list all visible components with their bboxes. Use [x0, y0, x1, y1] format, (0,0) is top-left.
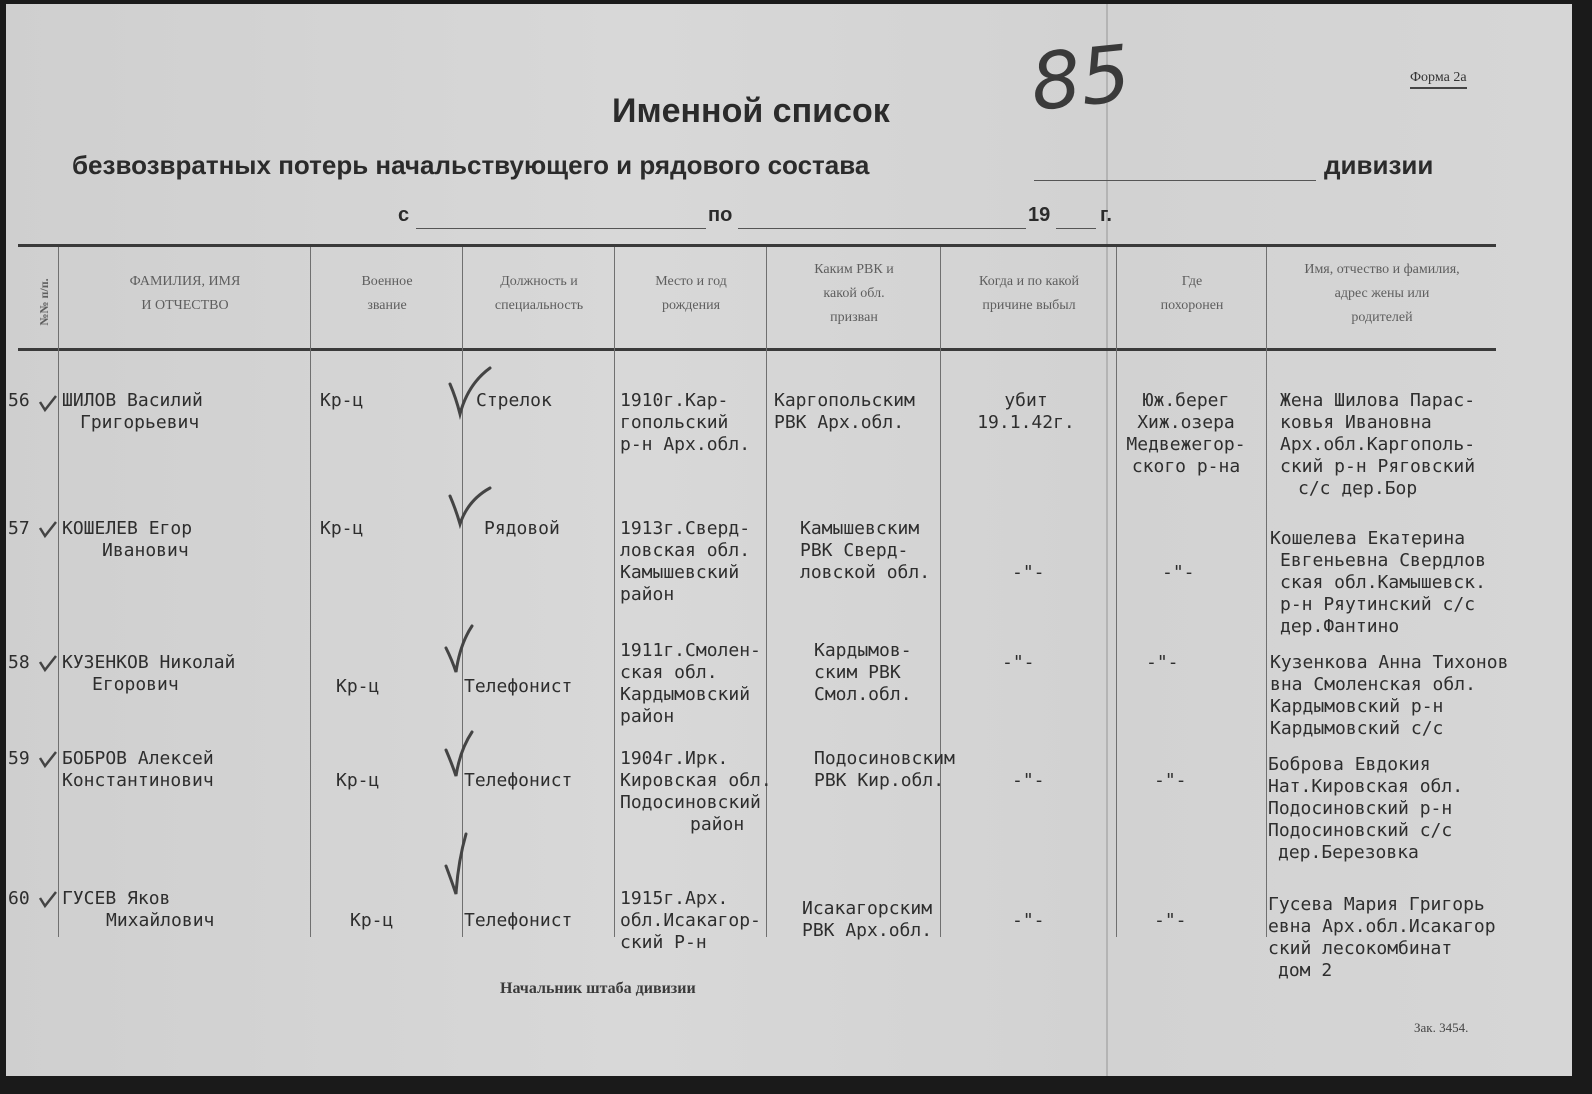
handwritten-number: 85	[1026, 29, 1135, 129]
check-mark-icon	[38, 750, 58, 770]
date-from-blank	[416, 228, 706, 229]
header-when: Когда и по какой причине выбыл	[979, 274, 1079, 313]
row-birth: 1915г.Арх. обл.Исакагор- ский Р-н	[620, 888, 761, 953]
col-divider-2	[310, 247, 311, 937]
row-relatives: Кузенкова Анна Тихонов вна Смоленская обл. Кардымовский р-н Кардымовский с/с	[1270, 652, 1509, 739]
row-relatives: Кошелева Екатерина Евгеньевна Свердлов ская обл.Камышевск. р-н Ряутинский с/с дер.Фантино	[1270, 528, 1486, 637]
header-position: Должность и специальность	[494, 274, 584, 313]
document-sheet	[6, 4, 1572, 1076]
row-rvk: Подосиновским РВК Кир.обл.	[814, 748, 955, 791]
row-number: 60	[8, 888, 30, 909]
header-buried: Где похоронен	[1160, 274, 1224, 313]
check-mark-icon	[38, 890, 58, 910]
year-suffix: г.	[1100, 204, 1112, 226]
row-buried: -"-	[1154, 770, 1187, 791]
header-relatives: Имя, отчество и фамилия, адрес жены или родителей	[1304, 262, 1460, 325]
paper-fold	[1106, 4, 1108, 1076]
row-number: 58	[8, 652, 30, 673]
row-rvk: Камышевским РВК Сверд- ловской обл.	[800, 518, 931, 583]
row-name: КОШЕЛЕВ Егор Иванович	[62, 518, 193, 561]
subtitle-suffix: дивизии	[1324, 150, 1434, 180]
row-number: 59	[8, 748, 30, 769]
check-mark-icon	[38, 654, 58, 674]
form-label: Форма 2а	[1410, 70, 1467, 89]
check-mark-icon	[38, 520, 58, 540]
row-rank: Кр-ц	[336, 770, 380, 791]
row-when: -"-	[1012, 562, 1045, 583]
table-top-rule	[18, 244, 1496, 247]
row-birth: 1904г.Ирк. Кировская обл. Подосиновский район	[620, 748, 772, 835]
row-position: Телефонист	[464, 676, 573, 697]
row-rank: Кр-ц	[336, 676, 380, 697]
page-title: Именной список	[612, 92, 890, 130]
row-when: -"-	[1002, 652, 1035, 673]
date-to-blank	[738, 228, 1026, 229]
row-buried: -"-	[1146, 652, 1179, 673]
row-name: ГУСЕВ Яков Михайлович	[62, 888, 215, 931]
header-bottom-rule	[18, 348, 1496, 351]
row-rank: Кр-ц	[320, 390, 364, 411]
year-prefix: 19	[1028, 204, 1051, 226]
check-mark-icon	[442, 832, 492, 898]
header-birth: Место и год рождения	[655, 274, 727, 313]
row-birth: 1913г.Сверд- ловская обл. Камышевский район	[620, 518, 751, 605]
row-position: Телефонист	[464, 910, 573, 931]
check-mark-icon	[446, 364, 496, 420]
row-relatives: Жена Шилова Парас- ковья Ивановна Арх.обл.Каргополь- ский р-н Ряговский с/с дер.Бор	[1280, 390, 1476, 499]
division-blank	[1034, 180, 1316, 181]
footer-signature: Начальник штаба дивизии	[500, 980, 696, 997]
check-mark-icon	[446, 482, 496, 530]
row-rvk: Кардымов- ским РВК Смол.обл.	[814, 640, 912, 705]
row-buried: -"-	[1154, 910, 1187, 931]
check-mark-icon	[442, 624, 492, 676]
header-name: ФАМИЛИЯ, ИМЯ И ОТЧЕСТВО	[129, 274, 241, 313]
row-when: -"-	[1012, 910, 1045, 931]
row-name: КУЗЕНКОВ Николай Егорович	[62, 652, 236, 695]
row-when: -"-	[1012, 770, 1045, 791]
year-blank	[1056, 228, 1096, 229]
row-rank: Кр-ц	[320, 518, 364, 539]
row-when: убит 19.1.42г.	[977, 390, 1075, 433]
row-buried: -"-	[1162, 562, 1195, 583]
row-name: БОБРОВ Алексей Константинович	[62, 748, 214, 791]
row-position: Телефонист	[464, 770, 573, 791]
col-divider-6	[940, 247, 941, 937]
row-relatives: Боброва Евдокия Нат.Кировская обл. Подосиновский р-н Подосиновский с/с дер.Березовка	[1268, 754, 1464, 863]
col-divider-4	[614, 247, 615, 937]
row-buried: Юж.берег Хиж.озера Медвежегор- ского р-на	[1126, 390, 1246, 477]
order-number: Зак. 3454.	[1414, 1020, 1469, 1035]
date-to-label: по	[708, 204, 733, 226]
row-relatives: Гусева Мария Григорь евна Арх.обл.Исакагор ский лесокомбинат дом 2	[1268, 894, 1496, 981]
col-divider-1	[58, 247, 59, 937]
row-rvk: Каргопольским РВК Арх.обл.	[774, 390, 915, 433]
row-position: Стрелок	[476, 390, 552, 411]
row-name: ШИЛОВ Василий Григорьевич	[62, 390, 203, 433]
subtitle-prefix: безвозвратных потерь начальствующего и рядового состава	[72, 150, 870, 180]
row-number: 56	[8, 390, 30, 411]
header-num: №№ п/п.	[37, 278, 51, 326]
header-rank: Военное звание	[361, 274, 413, 313]
row-rvk: Исакагорским РВК Арх.обл.	[802, 898, 933, 941]
row-position: Рядовой	[484, 518, 560, 539]
date-from-label: с	[398, 204, 410, 226]
header-rvk: Каким РВК и какой обл. призван	[814, 262, 894, 325]
check-mark-icon	[442, 730, 492, 780]
row-birth: 1911г.Смолен- ская обл. Кардымовский район	[620, 640, 761, 727]
check-mark-icon	[38, 394, 58, 414]
row-birth: 1910г.Кар- гопольский р-н Арх.обл.	[620, 390, 751, 455]
col-divider-8	[1266, 247, 1267, 937]
row-rank: Кр-ц	[350, 910, 394, 931]
col-divider-7	[1116, 247, 1117, 937]
row-number: 57	[8, 518, 30, 539]
